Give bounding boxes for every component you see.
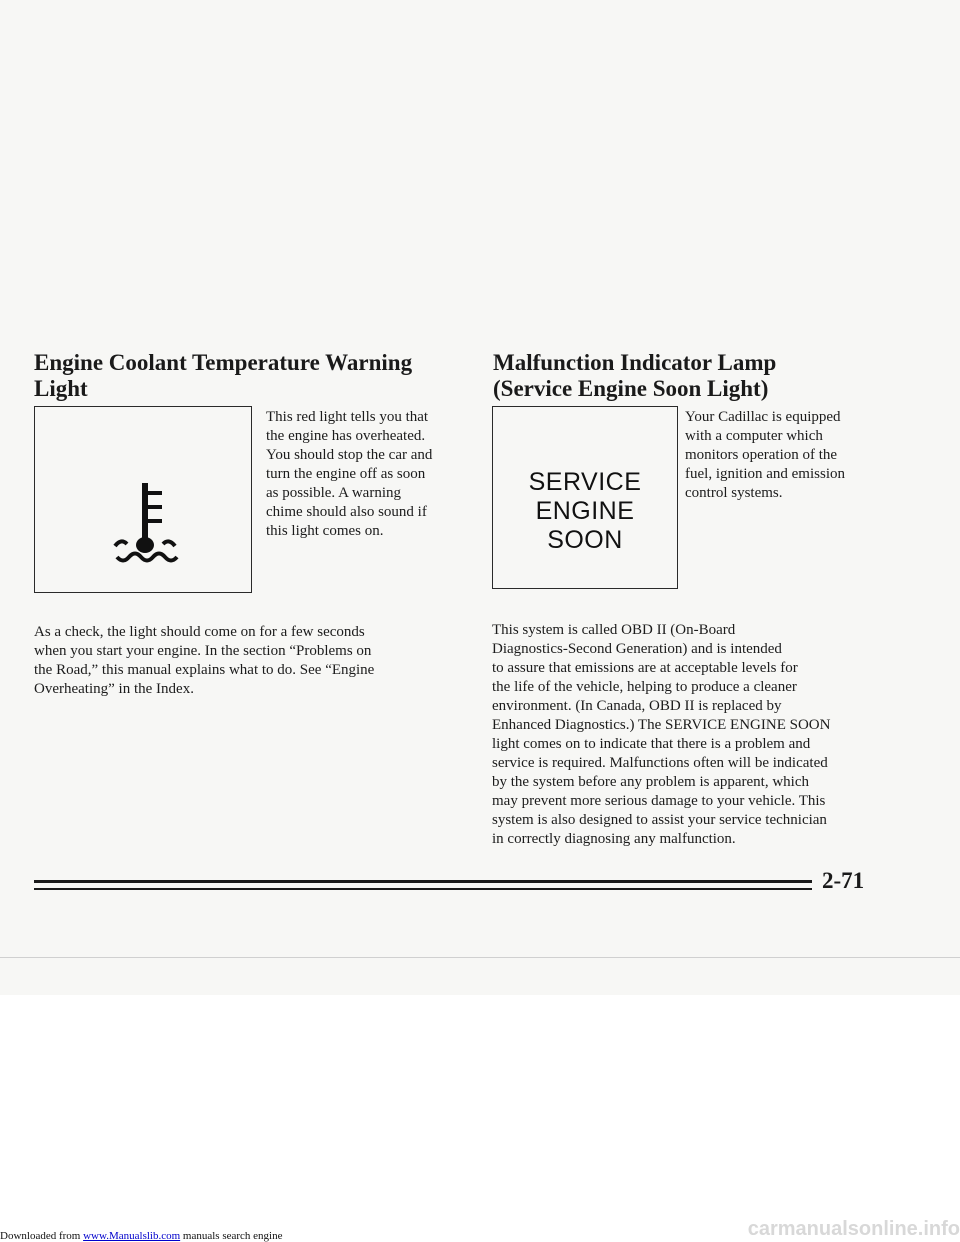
coolant-side-text <box>266 408 466 541</box>
text-line: the Road,” this manual explains what to do. See “Engine <box>34 662 375 678</box>
text-line: service is required. Malfunctions often will be indicated <box>492 755 828 771</box>
service-engine-indicator-box <box>492 406 678 589</box>
text-line: Your Cadillac is equipped <box>685 409 841 425</box>
coolant-body-text <box>34 623 464 699</box>
footer-prefix: Downloaded from <box>0 1230 84 1242</box>
text-line: when you start your engine. In the section “Problems on <box>34 643 372 659</box>
lamp-text-service: SERVICE <box>528 468 642 496</box>
text-line: the life of the vehicle, helping to produce a cleaner <box>492 679 797 695</box>
coolant-indicator-box <box>34 406 252 593</box>
text-line: You should stop the car and <box>266 447 433 463</box>
footer-rule-top <box>34 880 812 883</box>
text-line: monitors operation of the <box>685 447 838 463</box>
text-line: chime should also sound if <box>266 504 427 520</box>
heading-line: Malfunction Indicator Lamp <box>493 350 777 375</box>
text-line: control systems. <box>685 485 783 501</box>
footer-suffix: manuals search engine <box>180 1230 283 1242</box>
text-line: fuel, ignition and emission <box>685 466 845 482</box>
page-number: 2-71 <box>822 868 865 893</box>
text-line: Diagnostics-Second Generation) and is intended <box>492 641 782 657</box>
text-line: This red light tells you that <box>266 409 429 425</box>
coolant-warning-heading <box>34 350 454 402</box>
watermark: carmanualsonline.info <box>747 1218 960 1240</box>
text-line: may prevent more serious damage to your vehicle. This <box>492 793 826 809</box>
lamp-text-engine: ENGINE <box>535 497 635 525</box>
text-line: the engine has overheated. <box>266 428 426 444</box>
malfunction-lamp-heading <box>493 350 913 402</box>
text-line: Enhanced Diagnostics.) The SERVICE ENGINE SOON <box>492 717 831 733</box>
malfunction-side-text <box>685 408 885 503</box>
heading-line: (Service Engine Soon Light) <box>493 376 769 401</box>
text-line: As a check, the light should come on for a few seconds <box>34 624 365 640</box>
lamp-text-soon: SOON <box>547 526 623 554</box>
malfunction-body-text <box>492 621 892 849</box>
text-line: environment. (In Canada, OBD II is replaced by <box>492 698 782 714</box>
text-line: turn the engine off as soon <box>266 466 426 482</box>
text-line: by the system before any problem is apparent, which <box>492 774 809 790</box>
heading-line: Engine Coolant Temperature Warning <box>34 350 413 375</box>
page-edge-line <box>0 957 960 958</box>
footer-rule-bottom <box>34 888 812 890</box>
download-footer <box>0 1230 282 1242</box>
manualslib-link[interactable]: www.Manualslib.com <box>83 1230 181 1242</box>
text-line: with a computer which <box>685 428 823 444</box>
coolant-temperature-icon <box>35 407 250 591</box>
text-line: to assure that emissions are at acceptable levels for <box>492 660 798 676</box>
text-line: This system is called OBD II (On-Board <box>492 622 736 638</box>
text-line: Overheating” in the Index. <box>34 681 194 697</box>
text-line: light comes on to indicate that there is a problem and <box>492 736 811 752</box>
text-line: this light comes on. <box>266 523 384 539</box>
text-line: in correctly diagnosing any malfunction. <box>492 831 736 847</box>
text-line: as possible. A warning <box>266 485 401 501</box>
text-line: system is also designed to assist your service technician <box>492 812 827 828</box>
heading-line: Light <box>34 376 88 401</box>
